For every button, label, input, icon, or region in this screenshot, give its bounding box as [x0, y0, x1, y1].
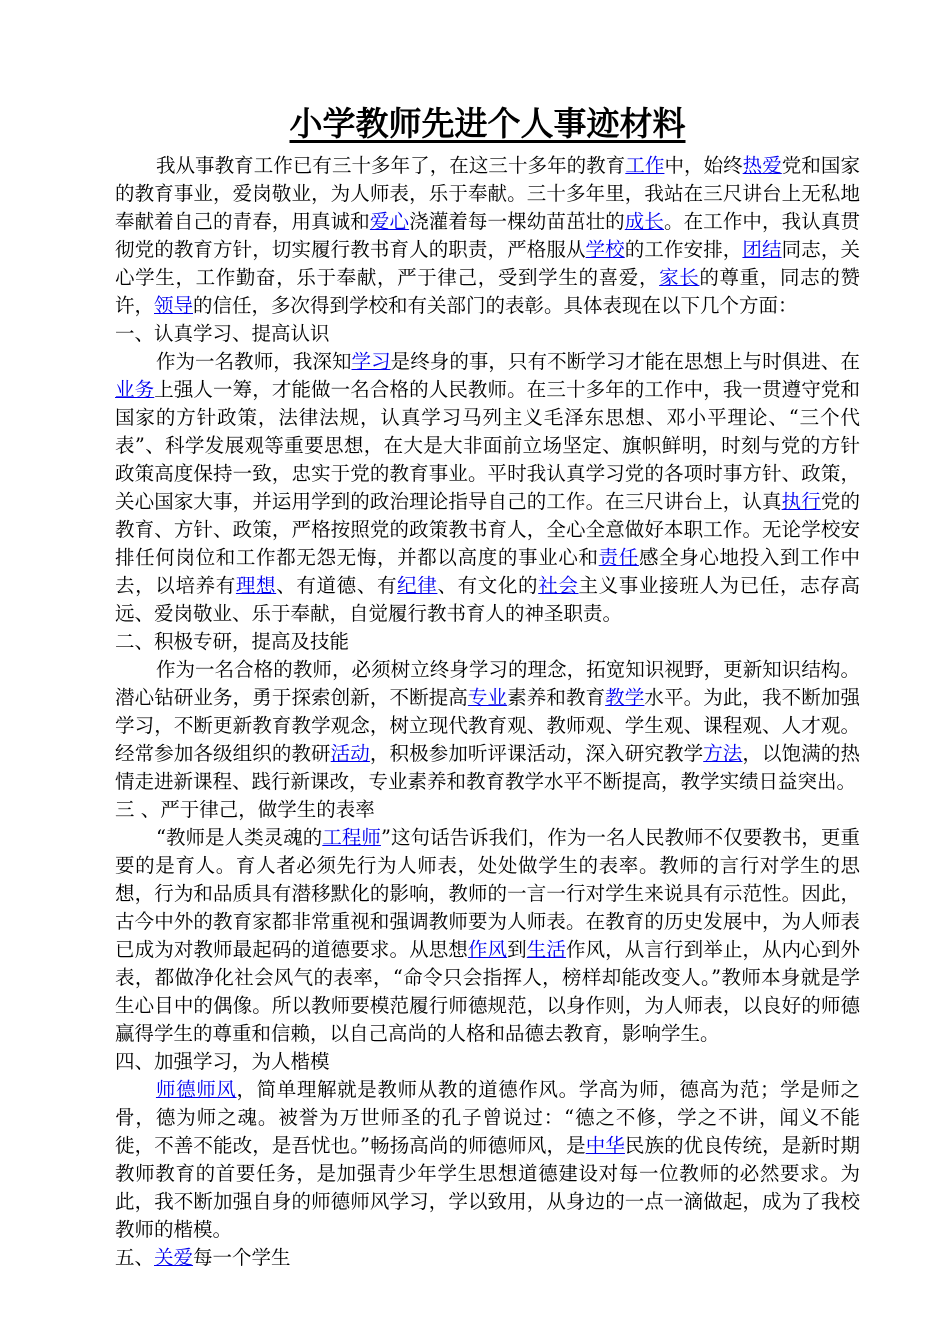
keyword-link[interactable]: 纪律 [397, 574, 438, 597]
keyword-link[interactable]: 方法 [703, 742, 743, 765]
text-run: 党和国家的教育事业，爱岗敬业，为人师表，乐于奉献。三十多年里，我站在三尺讲台上无私地奉献着自己的青春，用真诚和 [115, 154, 860, 233]
keyword-link[interactable]: 社会 [538, 574, 579, 597]
keyword-link[interactable]: 关爱 [154, 1246, 194, 1269]
keyword-link[interactable]: 热爱 [742, 154, 782, 177]
text-run: 民族的优良传统，是新时期教师教育的首要任务，是加强青少年学生思想道德建设对每一位教师的必然要求。为此，我不断加强自身的师德师风学习，学以致用，从身边的一点一滴做起，成为了我校教师的楷模。 [115, 1134, 860, 1241]
keyword-link[interactable]: 教学 [605, 686, 645, 709]
text-run: 同志，关心学生，工作勤奋，乐于奉献，严于律己，受到学生的喜爱， [115, 238, 860, 289]
document-page [115, 100, 860, 1272]
text-run: 。在工作中，我认真贯彻党的教育方针，切实履行教书育人的职责，严格服从 [115, 210, 860, 261]
text-run: 我从事教育工作已有三十多年了，在这三十多年的教育 [155, 154, 626, 177]
keyword-link[interactable]: 团结 [742, 238, 782, 261]
keyword-link[interactable]: 生活 [526, 938, 566, 961]
body-paragraph [115, 152, 860, 320]
keyword-link[interactable]: 学校 [585, 238, 625, 261]
keyword-link[interactable]: 执行 [781, 490, 821, 513]
keyword-link[interactable]: 成长 [624, 210, 664, 233]
keyword-link[interactable]: 工程师 [322, 826, 381, 849]
text-run: 二、积极专研，提高及技能 [115, 630, 350, 653]
section-heading [115, 796, 860, 824]
keyword-link[interactable]: 学习 [351, 350, 391, 373]
text-run: 作风，从言行到举止，从内心到外表，都做净化社会风气的表率，“命令只会指挥人，榜样却能改变人。”教师本身就是学生心目中的偶像。所以教师要模范履行师德规范，以身作则，为人师表，以良好的师德赢得学生的尊重和信赖，以自己高尚的人格和品德去教育，影响学生。 [115, 938, 860, 1045]
keyword-link[interactable]: 责任 [598, 546, 639, 569]
text-run: 浇灌着每一棵幼苗茁壮的 [409, 210, 625, 233]
text-run: “教师是人类灵魂的 [155, 826, 323, 849]
body-paragraph [115, 1076, 860, 1244]
section-heading [115, 1048, 860, 1076]
text-run: 、有道德、有 [276, 574, 398, 597]
text-run: 是终身的事，只有不断学习才能在思想上与时俱进、在 [390, 350, 860, 373]
keyword-link[interactable]: 师德师风 [155, 1078, 237, 1101]
text-run: 到 [507, 938, 527, 961]
text-run: 上强人一筹，才能做一名合格的人民教师。在三十多年的工作中，我一贯遵守党和国家的方针政策，法律法规，认真学习马列主义毛泽东思想、邓小平理论、“三个代表”、科学发展观等重要思想，在大是大非面前立场坚定、旗帜鲜明，时刻与党的方针政策高度保持一致，忠实于党的教育事业。平时我认真学习党的各项时事方针、政策，关心国家大事，并运用学到的政治理论指导自己的工作。在三尺讲台上，认真 [115, 378, 860, 513]
keyword-link[interactable]: 作风 [467, 938, 508, 961]
text-run: 主义事业接班人为已任，志存高远、爱岗敬业、乐于奉献，自觉履行教书育人的神圣职责。 [115, 574, 860, 625]
keyword-link[interactable]: 专业 [467, 686, 508, 709]
document-body [115, 152, 860, 1272]
body-paragraph [115, 348, 860, 628]
body-paragraph [115, 824, 860, 1048]
text-run: 的尊重，同志的赞许， [115, 266, 860, 317]
text-run: 水平。为此，我不断加强学习，不断更新教育教学观念，树立现代教育观、教师观、学生观、课程观、人才观。经常参加各级组织的教研 [115, 686, 860, 765]
text-run: 四、加强学习，为人楷模 [115, 1050, 330, 1073]
text-run: 中，始终 [664, 154, 743, 177]
text-run: 党的教育、方针、政策，严格按照党的政策教书育人，全心全意做好本职工作。无论学校安排任何岗位和工作都无怨无悔，并都以高度的事业心和 [115, 490, 860, 569]
text-run: 五、 [115, 1246, 155, 1269]
text-run: 的信任，多次得到学校和有关部门的表彰。具体表现在以下几个方面： [193, 294, 798, 317]
text-run: 作为一名教师，我深知 [155, 350, 352, 373]
text-run: 一、认真学习、提高认识 [115, 322, 330, 345]
keyword-link[interactable]: 业务 [115, 378, 155, 401]
text-run: ，以饱满的热情走进新课程、践行新课改，专业素养和教育教学水平不断提高，教学实绩日益突出。 [115, 742, 860, 793]
document-title: 小学教师先进个人事迹材料 [289, 104, 686, 143]
keyword-link[interactable]: 中华 [585, 1134, 625, 1157]
text-run: 感全身心地投入到工作中去，以培养有 [115, 546, 860, 597]
text-run: 的工作安排， [624, 238, 743, 261]
keyword-link[interactable]: 爱心 [369, 210, 410, 233]
keyword-link[interactable]: 领导 [154, 294, 194, 317]
text-run: ”这句话告诉我们，作为一名人民教师不仅要教书，更重要的是育人。育人者必须先行为人师表，处处做学生的表率。教师的言行对学生的思想，行为和品质具有潜移默化的影响，教师的一言一行对学生来说具有示范性。因此，古今中外的教育家都非常重视和强调教师要为人师表。在教育的历史发展中，为人师表已成为对教师最起码的道德要求。从思想 [115, 826, 860, 961]
keyword-link[interactable]: 工作 [625, 154, 665, 177]
text-run: ，简单理解就是教师从教的道德作风。学高为师，德高为范；学是师之骨，德为师之魂。被誉为万世师圣的孔子曾说过：“德之不修，学之不讲，闻义不能徙，不善不能改，是吾忧也。”畅扬高尚的师德师风，是 [115, 1078, 860, 1157]
text-run: 素养和教育 [507, 686, 606, 709]
section-heading [115, 1244, 860, 1272]
text-run: 作为一名合格的教师，必须树立终身学习的理念，拓宽知识视野，更新知识结构。潜心钻研业务，勇于探索创新，不断提高 [115, 658, 860, 709]
keyword-link[interactable]: 家长 [659, 266, 700, 289]
text-run: 、有文化的 [437, 574, 539, 597]
section-heading [115, 320, 860, 348]
section-heading [115, 628, 860, 656]
text-run: ，积极参加听评课活动，深入研究教学 [369, 742, 704, 765]
text-run: 每一个学生 [193, 1246, 291, 1269]
keyword-link[interactable]: 活动 [330, 742, 370, 765]
keyword-link[interactable]: 理想 [235, 574, 277, 597]
text-run: 三 、严于律己，做学生的表率 [115, 798, 375, 821]
body-paragraph [115, 656, 860, 796]
